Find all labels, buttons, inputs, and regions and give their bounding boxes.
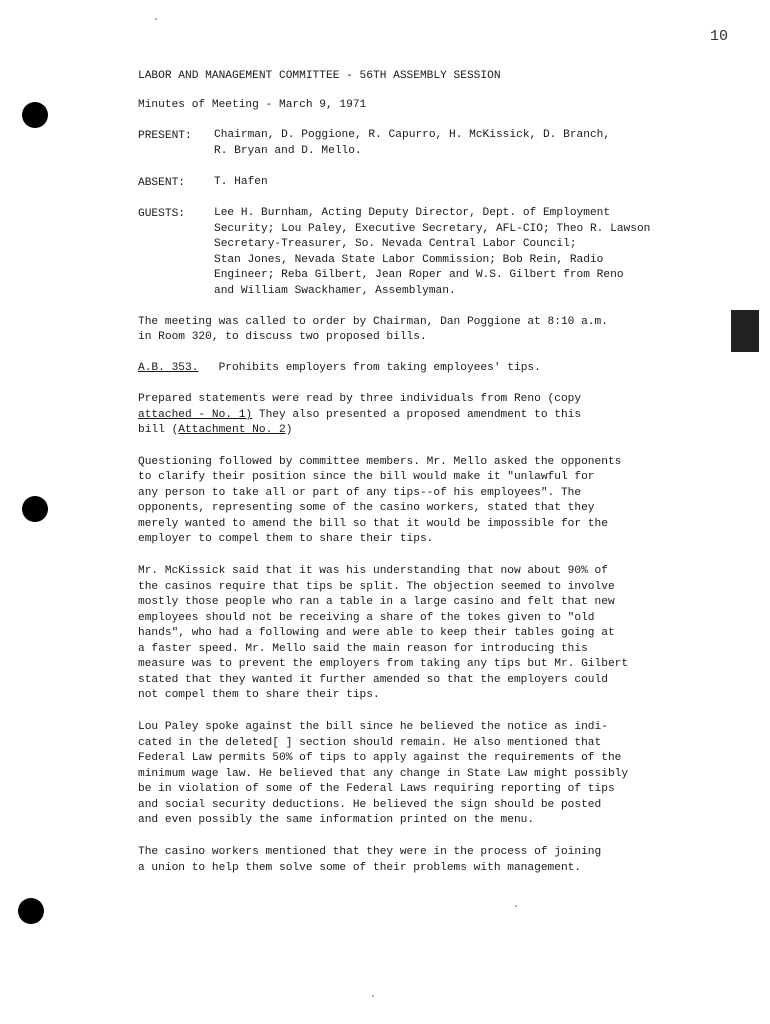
- questioning-line: any person to take all or part of any tips--of his employees". The: [138, 487, 582, 499]
- scan-speck: [515, 905, 517, 907]
- absent-label: ABSENT:: [138, 177, 185, 189]
- prepared-statements-line: [138, 408, 581, 422]
- scan-speck: [372, 995, 374, 997]
- mckissick-line: stated that they wanted it further amended so that the employers could: [138, 674, 608, 686]
- guests-line: Lee H. Burnham, Acting Deputy Director, Dept. of Employment: [214, 207, 611, 219]
- call-to-order-line: The meeting was called to order by Chairman, Dan Poggione at 8:10 a.m.: [138, 316, 608, 328]
- guests-label: GUESTS:: [138, 208, 185, 220]
- punch-hole-middle: [22, 496, 48, 522]
- prepared-statements-text: bill (: [138, 424, 179, 436]
- guests-line: Security; Lou Paley, Executive Secretary, AFL-CIO; Theo R. Lawson: [214, 223, 651, 235]
- punch-hole-top: [22, 102, 48, 128]
- present-line: Chairman, D. Poggione, R. Capurro, H. McKissick, D. Branch,: [214, 129, 611, 141]
- mckissick-line: mostly those people who ran a table in a large casino and felt that new: [138, 596, 615, 608]
- paley-line: and even possibly the same information printed on the menu.: [138, 814, 535, 826]
- present-label: PRESENT:: [138, 130, 192, 142]
- mckissick-line: hands", who had a following and were able to keep their tables going at: [138, 627, 615, 639]
- prepared-statements-line: [138, 423, 292, 437]
- page-number: 10: [710, 28, 729, 45]
- paley-line: Lou Paley spoke against the bill since he believed the notice as indi-: [138, 721, 608, 733]
- call-to-order-line: in Room 320, to discuss two proposed bills.: [138, 331, 427, 343]
- paley-line: be in violation of some of the Federal Laws requiring reporting of tips: [138, 783, 615, 795]
- casino-workers-line: The casino workers mentioned that they were in the process of joining: [138, 846, 602, 858]
- questioning-line: Questioning followed by committee members. Mr. Mello asked the opponents: [138, 456, 622, 468]
- questioning-line: opponents, representing some of the casino workers, stated that they: [138, 502, 595, 514]
- paley-line: and social security deductions. He believed the sign should be posted: [138, 799, 602, 811]
- guests-line: Stan Jones, Nevada State Labor Commission; Bob Rein, Radio: [214, 254, 604, 266]
- mckissick-line: Mr. McKissick said that it was his understanding that now about 90% of: [138, 565, 608, 577]
- paley-line: minimum wage law. He believed that any change in State Law might possibly: [138, 768, 629, 780]
- absent-line: T. Hafen: [214, 176, 268, 188]
- present-line: R. Bryan and D. Mello.: [214, 145, 362, 157]
- prepared-statements-text: ): [285, 424, 293, 436]
- mckissick-line: not compel them to share their tips.: [138, 689, 380, 701]
- mckissick-line: the casinos require that tips be split. The objection seemed to involve: [138, 581, 615, 593]
- prepared-statements-line: Prepared statements were read by three individuals from Reno (copy: [138, 393, 582, 405]
- paley-line: cated in the deleted[ ] section should remain. He also mentioned that: [138, 737, 602, 749]
- bill-title: Prohibits employers from taking employees' tips.: [218, 362, 541, 374]
- document-header: LABOR AND MANAGEMENT COMMITTEE - 56TH ASSEMBLY SESSION: [138, 70, 501, 82]
- mckissick-line: employees should not be receiving a share of the tokes given to "old: [138, 612, 595, 624]
- questioning-line: to clarify their position since the bill would make it "unlawful for: [138, 471, 595, 483]
- meeting-date: Minutes of Meeting - March 9, 1971: [138, 99, 367, 111]
- casino-workers-line: a union to help them solve some of their problems with management.: [138, 862, 582, 874]
- scan-speck: [155, 18, 157, 20]
- guests-line: Secretary-Treasurer, So. Nevada Central Labor Council;: [214, 238, 577, 250]
- bill-heading: [138, 361, 541, 375]
- mckissick-line: measure was to prevent the employers from taking any tips but Mr. Gilbert: [138, 658, 629, 670]
- attachment-2-reference: Attachment No. 2: [178, 424, 286, 436]
- prepared-statements-text: They also presented a proposed amendment to this: [252, 409, 582, 421]
- questioning-line: merely wanted to amend the bill so that it would be impossible for the: [138, 518, 608, 530]
- index-tab-mark: [731, 310, 759, 352]
- guests-line: Engineer; Reba Gilbert, Jean Roper and W.S. Gilbert from Reno: [214, 269, 624, 281]
- punch-hole-bottom: [18, 898, 44, 924]
- bill-number: A.B. 353.: [138, 362, 199, 374]
- mckissick-line: a faster speed. Mr. Mello said the main reason for introducing this: [138, 643, 588, 655]
- attachment-1-reference: attached - No. 1): [138, 409, 253, 421]
- paley-line: Federal Law permits 50% of tips to apply against the requirements of the: [138, 752, 622, 764]
- guests-line: and William Swackhamer, Assemblyman.: [214, 285, 456, 297]
- questioning-line: employer to compel them to share their tips.: [138, 533, 434, 545]
